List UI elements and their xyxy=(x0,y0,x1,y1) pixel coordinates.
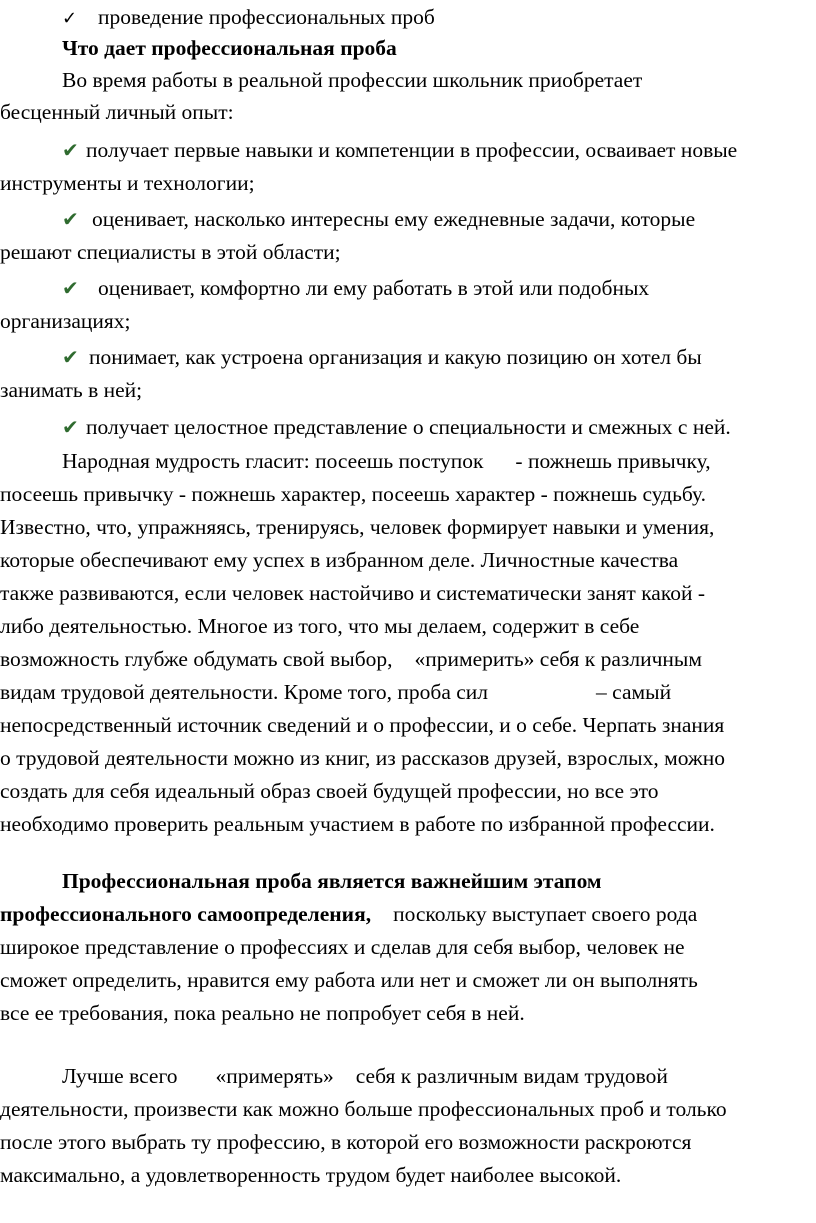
paragraph-line: инструменты и технологии; xyxy=(0,171,255,195)
checkmark-icon: ✔ xyxy=(62,138,79,162)
list-item xyxy=(0,202,816,236)
paragraph-line: видам трудовой деятельности. Кроме того, проба сил – самый xyxy=(0,680,672,704)
paragraph-line: занимать в ней; xyxy=(0,378,143,402)
paragraph-line: сможет определить, нравится ему работа или нет и сможет ли он выполнять xyxy=(0,968,698,992)
paragraph-line: необходимо проверить реальным участием в работе по избранной профессии. xyxy=(0,812,715,836)
checkmark-icon: ✓ xyxy=(62,8,78,29)
paragraph-line: все ее требования, пока реально не попробует себя в ней. xyxy=(0,1001,525,1025)
list-item xyxy=(0,340,816,374)
paragraph-line: возможность глубже обдумать свой выбор, «примерить» себя к различным xyxy=(0,647,702,671)
paragraph-line: непосредственный источник сведений и о профессии, и о себе. Черпать знания xyxy=(0,713,725,737)
paragraph-line: бесценный личный опыт: xyxy=(0,100,234,124)
checkmark-icon: ✔ xyxy=(62,415,79,439)
paragraph-line: Известно, что, упражняясь, тренируясь, человек формирует навыки и умения, xyxy=(0,515,715,539)
paragraph-line: после этого выбрать ту профессию, в которой его возможности раскроются xyxy=(0,1130,692,1154)
list-item xyxy=(0,133,816,167)
list-item xyxy=(0,410,816,444)
paragraph-line: широкое представление о профессиях и сделав для себя выбор, человек не xyxy=(0,935,685,959)
paragraph-line: о трудовой деятельности можно из книг, из рассказов друзей, взрослых, можно xyxy=(0,746,726,770)
paragraph-line: также развиваются, если человек настойчиво и систематически занят какой - xyxy=(0,581,705,605)
checkmark-icon: ✔ xyxy=(62,345,79,369)
paragraph-line: максимально, а удовлетворенность трудом будет наиболее высокой. xyxy=(0,1163,622,1187)
list-item-text: понимает, как устроена организация и какую позицию он хотел бы xyxy=(89,345,702,369)
paragraph-line: Народная мудрость гласит: посеешь поступок - пожнешь привычку, xyxy=(62,449,711,473)
checkmark-icon: ✔ xyxy=(62,207,79,231)
paragraph-line: профессионального самоопределения, поскольку выступает своего рода xyxy=(0,902,698,926)
paragraph-line: создать для себя идеальный образ своей будущей профессии, но все это xyxy=(0,779,659,803)
list-item-text: получает первые навыки и компетенции в профессии, осваивает новые xyxy=(86,138,738,162)
paragraph-line: решают специалисты в этой области; xyxy=(0,240,341,264)
section-heading: Что дает профессиональная проба xyxy=(62,36,397,60)
paragraph-line: деятельности, произвести как можно больше профессиональных проб и только xyxy=(0,1097,727,1121)
list-item-text: оценивает, насколько интересны ему ежедневные задачи, которые xyxy=(92,207,696,231)
checkmark-icon: ✔ xyxy=(62,276,79,300)
paragraph-line: либо деятельностью. Многое из того, что мы делаем, содержит в себе xyxy=(0,614,640,638)
list-item-text: оценивает, комфортно ли ему работать в этой или подобных xyxy=(98,276,650,300)
paragraph-line: организациях; xyxy=(0,309,131,333)
paragraph-line: которые обеспечивают ему успех в избранном деле. Личностные качества xyxy=(0,548,679,572)
paragraph-line: посеешь привычку - пожнешь характер, посеешь характер - пожнешь судьбу. xyxy=(0,482,706,506)
paragraph-line: Во время работы в реальной профессии школьник приобретает xyxy=(62,68,643,92)
list-item-text: проведение профессиональных проб xyxy=(98,5,435,29)
list-item-text: получает целостное представление о специальности и смежных с ней. xyxy=(86,415,731,439)
section-heading: Профессиональная проба является важнейшим этапом xyxy=(62,869,602,893)
paragraph-line: Лучше всего «примерять» себя к различным видам трудовой xyxy=(62,1064,668,1088)
list-item xyxy=(0,0,816,34)
list-item xyxy=(0,271,816,305)
